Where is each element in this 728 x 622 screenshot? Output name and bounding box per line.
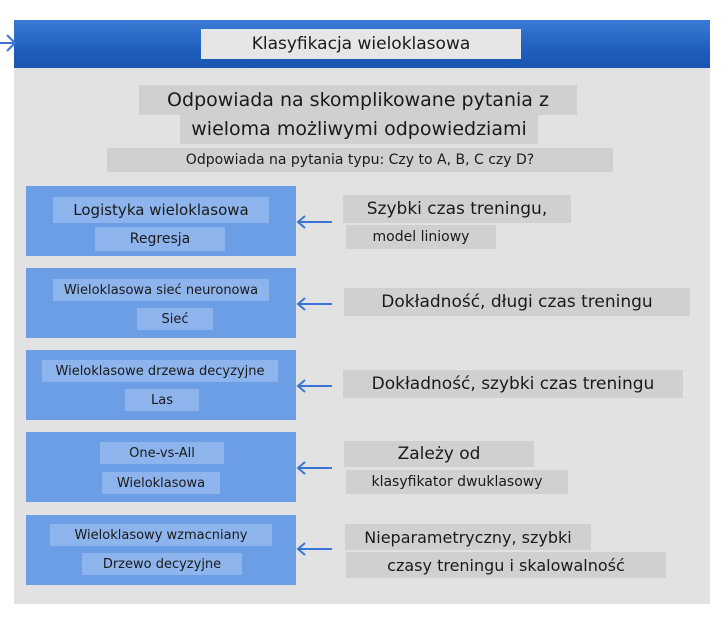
intro-line-3: Odpowiada na pytania typu: Czy to A, B, C czy D? — [107, 148, 613, 172]
intro-line-1: Odpowiada na skomplikowane pytania z — [139, 85, 577, 115]
method-type: Sieć — [137, 308, 213, 330]
arrow-left-icon — [296, 215, 334, 229]
method-description: model liniowy — [346, 225, 496, 249]
arrow-left-icon — [296, 461, 334, 475]
method-description: czasy treningu i skalowalność — [346, 552, 666, 578]
arrow-left-icon — [296, 542, 334, 556]
method-description: Dokładność, długi czas treningu — [344, 288, 690, 316]
method-description: Dokładność, szybki czas treningu — [343, 370, 683, 398]
arrow-left-icon — [296, 297, 334, 311]
method-name: Wieloklasowe drzewa decyzyjne — [42, 360, 278, 382]
method-description: Szybki czas treningu, — [343, 195, 571, 223]
method-type: Wieloklasowa — [102, 472, 220, 494]
diagram-title: Klasyfikacja wieloklasowa — [201, 29, 521, 59]
method-type: Las — [125, 389, 199, 411]
entry-arrow-icon — [0, 32, 18, 54]
method-description: klasyfikator dwuklasowy — [346, 470, 568, 494]
method-name: One-vs-All — [100, 442, 224, 464]
intro-line-2: wieloma możliwymi odpowiedziami — [180, 114, 538, 144]
method-type: Regresja — [95, 227, 225, 251]
method-description: Nieparametryczny, szybki — [345, 524, 591, 550]
method-name: Wieloklasowa sieć neuronowa — [53, 279, 269, 301]
method-description: Zależy od — [344, 441, 534, 467]
arrow-left-icon — [296, 379, 334, 393]
method-type: Drzewo decyzyjne — [82, 553, 242, 575]
method-name: Logistyka wieloklasowa — [53, 197, 269, 223]
method-name: Wieloklasowy wzmacniany — [50, 524, 272, 546]
